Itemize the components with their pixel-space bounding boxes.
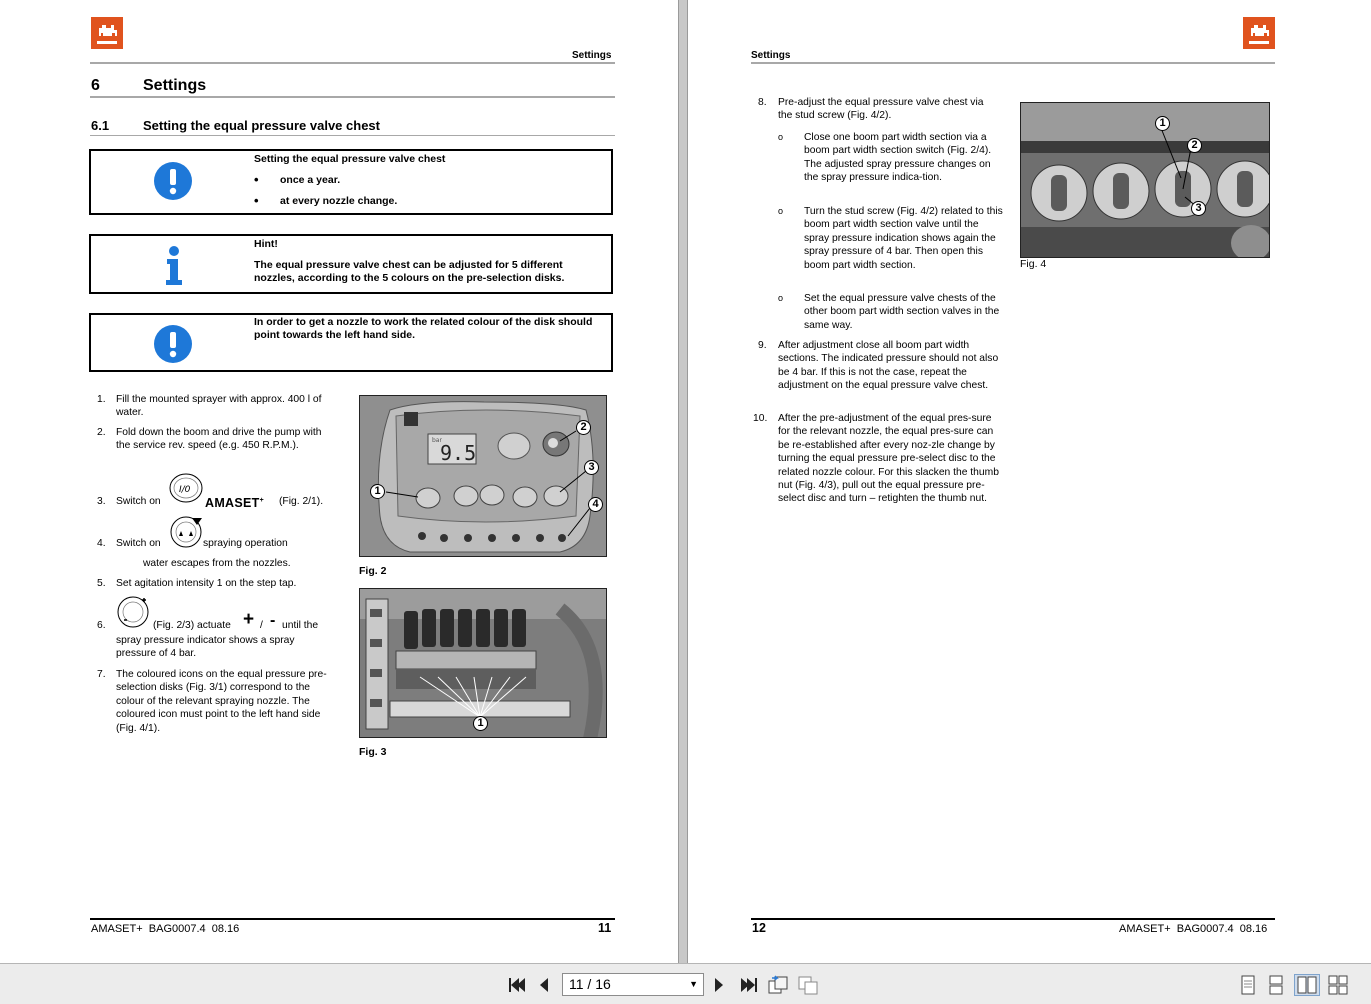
step-number: 5. bbox=[97, 578, 106, 589]
step-number: 7. bbox=[97, 669, 106, 680]
chapter-number: 6 bbox=[91, 77, 100, 94]
step-text: After adjustment close all boom part width sections. The indicated pressure should not also be 4 bar. If this is not the case, repeat the adjustment on the equal pressure valve chest. bbox=[778, 340, 999, 392]
spray-switch-icon bbox=[168, 514, 204, 550]
preselect-disks-photo bbox=[1021, 103, 1270, 258]
callout-1: 1 bbox=[1155, 116, 1170, 131]
figure-4-preselect-disks bbox=[1020, 102, 1270, 258]
sub-step-text: Set the equal pressure valve chests of the other boom part width section valves in the same way. bbox=[804, 293, 1000, 331]
single-page-view-icon bbox=[1240, 975, 1256, 995]
power-switch-icon bbox=[168, 472, 204, 504]
continuous-view-button[interactable] bbox=[1266, 974, 1286, 996]
info-icon bbox=[164, 246, 184, 286]
page-number: 11 bbox=[598, 921, 612, 935]
sub-step-text: Turn the stud screw (Fig. 4/2) related to this boom part width section valve until the spray pressure indication shows again the spray pressure of 4 bar. Then open this boom part width section. bbox=[804, 206, 1003, 271]
figure-2-caption: Fig. 2 bbox=[359, 565, 387, 577]
chapter-title: Settings bbox=[143, 77, 207, 94]
step-number: 10. bbox=[753, 413, 768, 424]
amazone-logo bbox=[91, 17, 123, 49]
step-number: 6. bbox=[97, 620, 106, 631]
chapter-rule bbox=[90, 96, 615, 98]
step-text: (Fig. 2/1). bbox=[279, 496, 324, 507]
pressure-adjust-icon bbox=[116, 594, 152, 630]
first-page-button[interactable] bbox=[506, 974, 528, 996]
step-3 bbox=[97, 495, 342, 509]
step-text: (Fig. 2/3) actuate bbox=[153, 620, 231, 631]
previous-page-icon bbox=[538, 977, 550, 993]
copy-pages-icon bbox=[797, 975, 819, 995]
figure-3-caption: Fig. 3 bbox=[359, 746, 387, 758]
hint-text: The equal pressure valve chest can be adjusted for 5 different nozzles, according to the 5 colours on the pre-selection disks. bbox=[254, 259, 565, 284]
two-page-view-button[interactable] bbox=[1294, 974, 1320, 996]
continuous-view-icon bbox=[1268, 975, 1284, 995]
section-number: 6.1 bbox=[91, 118, 110, 133]
step-text: Switch on bbox=[116, 538, 161, 549]
step-text: The coloured icons on the equal pressure pre-selection disks (Fig. 3/1) correspond to the colour of the relevant spraying nozzle. The coloured icon must point to the left hand side (Fig. 4/1). bbox=[116, 669, 327, 734]
page-gutter bbox=[678, 0, 688, 963]
step-text: Switch on bbox=[116, 496, 161, 507]
hint-title: Hint! bbox=[254, 238, 278, 250]
section-rule bbox=[90, 135, 615, 136]
notice-box-hint bbox=[89, 234, 613, 294]
two-page-continuous-view-button[interactable] bbox=[1326, 974, 1350, 996]
minus-symbol: - bbox=[270, 612, 276, 629]
step-text: Set agitation intensity 1 on the step tap. bbox=[116, 578, 297, 589]
next-page-icon bbox=[713, 977, 725, 993]
section-title: Setting the equal pressure valve chest bbox=[143, 118, 380, 133]
figure-2-control-panel bbox=[359, 395, 607, 557]
chevron-down-icon[interactable]: ▼ bbox=[689, 979, 698, 989]
page-header-label: Settings bbox=[572, 50, 612, 61]
footer-rule bbox=[751, 918, 1275, 920]
step-4 bbox=[97, 537, 342, 577]
step-number: 1. bbox=[97, 394, 106, 405]
callout-1: 1 bbox=[473, 716, 488, 731]
step-text: water escapes from the nozzles. bbox=[143, 558, 291, 569]
header-rule bbox=[751, 62, 1275, 64]
right-page bbox=[688, 0, 1371, 963]
notice-box-important bbox=[89, 149, 613, 215]
last-page-button[interactable] bbox=[738, 974, 760, 996]
page-number: 12 bbox=[752, 921, 766, 935]
page-indicator: 11 / 16 bbox=[569, 976, 611, 992]
footer-rule bbox=[90, 918, 615, 920]
callout-1: 1 bbox=[370, 484, 385, 499]
amaset-brand: AMASET+ bbox=[205, 496, 264, 511]
page-number-field[interactable] bbox=[562, 973, 704, 996]
footer-doc-id: AMASET+ BAG0007.4 08.16 bbox=[91, 923, 240, 935]
rotate-export-icon bbox=[767, 975, 789, 995]
sub-bullet: o bbox=[778, 132, 784, 142]
display-value: 9.5 bbox=[440, 441, 477, 465]
plus-symbol: + bbox=[243, 609, 255, 630]
step-text: spray pressure indicator shows a spray pressure of 4 bar. bbox=[116, 635, 295, 660]
step-text: Fold down the boom and drive the pump with the service rev. speed (e.g. 450 R.P.M.). bbox=[116, 427, 322, 452]
rotate-export-button[interactable] bbox=[766, 974, 790, 996]
list-item: • at every nozzle change. bbox=[254, 195, 604, 208]
list-item: • once a year. bbox=[254, 174, 604, 187]
callout-3: 3 bbox=[1191, 201, 1206, 216]
page-header-label: Settings bbox=[751, 50, 791, 61]
exclamation-icon bbox=[153, 324, 193, 364]
svg-text:I/0: I/0 bbox=[179, 485, 191, 495]
sub-bullet: o bbox=[778, 206, 784, 216]
notice-bullet-list bbox=[254, 174, 604, 208]
callout-2: 2 bbox=[576, 420, 591, 435]
step-number: 3. bbox=[97, 496, 106, 507]
control-panel-photo bbox=[360, 396, 607, 557]
figure-3-valve-chest bbox=[359, 588, 607, 738]
display-unit: bar bbox=[432, 437, 442, 444]
step-text: Pre-adjust the equal pressure valve chest via the stud screw (Fig. 4/2). bbox=[778, 97, 984, 122]
notice-text: In order to get a nozzle to work the related colour of the disk should point towards the left hand side. bbox=[254, 316, 593, 341]
step-text: Fill the mounted sprayer with approx. 400 l of water. bbox=[116, 394, 322, 419]
copy-pages-button[interactable] bbox=[796, 974, 820, 996]
two-page-continuous-view-icon bbox=[1327, 975, 1349, 995]
header-rule bbox=[90, 62, 615, 64]
notice-title: Setting the equal pressure valve chest bbox=[254, 153, 446, 165]
sub-step-text: Close one boom part width section via a boom part width section switch (Fig. 2/4). The adjusted spray pressure changes on the spray pressure indica-tion. bbox=[804, 132, 992, 184]
slash-symbol: / bbox=[260, 620, 263, 631]
callout-4: 4 bbox=[588, 497, 603, 512]
amazone-logo bbox=[1243, 17, 1275, 49]
figure-4-caption: Fig. 4 bbox=[1020, 258, 1047, 270]
last-page-icon bbox=[740, 977, 758, 993]
step-number: 8. bbox=[758, 97, 767, 108]
viewer-toolbar bbox=[0, 963, 1371, 1004]
step-text: spraying operation bbox=[203, 538, 288, 549]
next-page-button[interactable] bbox=[711, 974, 727, 996]
step-number: 9. bbox=[758, 340, 767, 351]
previous-page-button[interactable] bbox=[536, 974, 552, 996]
first-page-icon bbox=[508, 977, 526, 993]
callout-3: 3 bbox=[584, 460, 599, 475]
step-text: After the pre-adjustment of the equal pres-sure for the relevant nozzle, the equal pres-sure can be re-established after every noz-zle change by turning the equal pressure pre-select disc to the related nozzle colour. For this slacken the thumb nut (Fig. 4/3), pull out the equal pressure pre-select disc and turn – retighten the thumb nut. bbox=[778, 413, 999, 505]
single-page-view-button[interactable] bbox=[1238, 974, 1258, 996]
left-page bbox=[0, 0, 678, 963]
sub-bullet: o bbox=[778, 293, 784, 303]
two-page-view-icon bbox=[1297, 976, 1317, 994]
step-number: 2. bbox=[97, 427, 106, 438]
exclamation-icon bbox=[153, 161, 193, 201]
step-text: until the bbox=[282, 620, 319, 631]
step-number: 4. bbox=[97, 538, 106, 549]
footer-doc-id: AMASET+ BAG0007.4 08.16 bbox=[1119, 923, 1268, 935]
notice-box-important-2 bbox=[89, 313, 613, 372]
callout-2: 2 bbox=[1187, 138, 1202, 153]
